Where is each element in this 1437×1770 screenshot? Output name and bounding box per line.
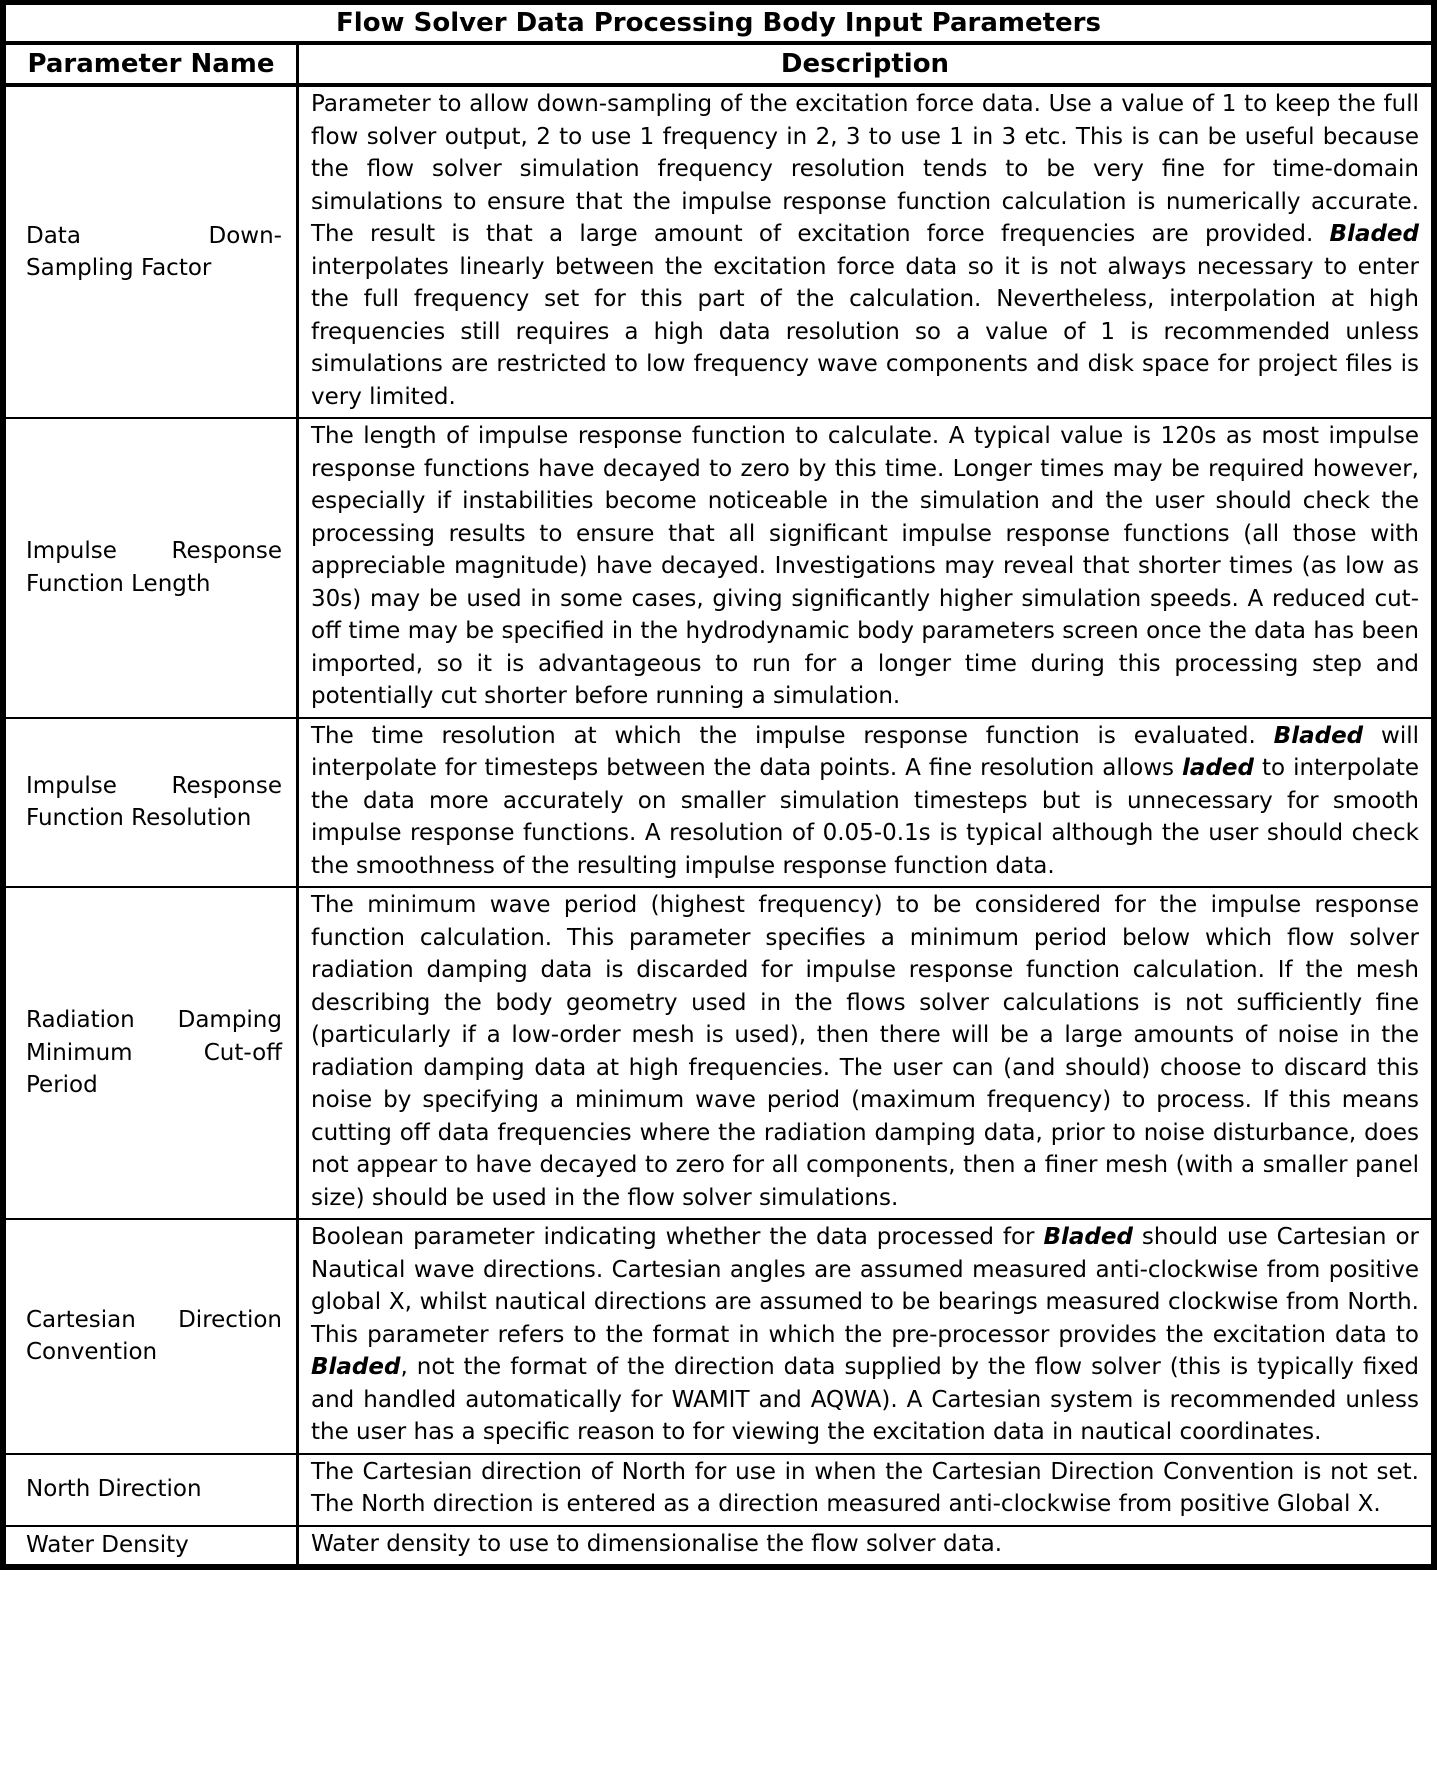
bladed-product-name: Bladed (1043, 1224, 1133, 1250)
table-row (6, 886, 1431, 1218)
bladed-product-name: laded (1182, 755, 1254, 781)
description-cell: Parameter to allow down-sampling of the excitation force data. Use a value of 1 to keep the full flow solver output, 2 to use 1 frequency in 2, 3 to use 1 in 3 etc. This is can be useful because the flow solver simulation frequency resolution tends to be very fine for time-domain simulations to ensure that the impulse response function calculation is numerically accurate. The result is that a large amount of excitation force frequencies are provided. Bladed interpolates linearly between the excitation force data so it is not always necessary to enter the full frequency set for this part of the calculation. Nevertheless, interpolation at high frequencies still requires a high data resolution so a value of 1 is recommended unless simulations are restricted to low frequency wave components and disk space for project files is very limited. (311, 91, 1419, 410)
parameter-name-line: Impulse Response (26, 772, 282, 799)
parameter-name-line: Radiation Damping (26, 1007, 282, 1034)
parameter-name-line: Function Length (26, 570, 211, 597)
parameter-name-cell (6, 888, 299, 1218)
bladed-product-name: Bladed (1329, 221, 1419, 247)
parameter-name-line: North Direction (26, 1476, 202, 1503)
parameter-name-cell (6, 1455, 299, 1525)
parameter-name-line: Function Resolution (26, 805, 252, 832)
description-cell: The length of impulse response function to calculate. A typical value is 120s as most impulse response functions have decayed to zero by this time. Longer times may be required however, especially if instabilities become noticeable in the simulation and the user should check the processing results to ensure that all significant impulse response functions (all those with appreciable magnitude) have decayed. Investigations may reveal that shorter times (as low as 30s) may be used in some cases, giving significantly higher simulation speeds. A reduced cut-off time may be specified in the hydrodynamic body parameters screen once the data has been imported, so it is advantageous to run for a longer time during this processing step and potentially cut shorter before running a simulation. (311, 423, 1419, 709)
parameter-name-line: Sampling Factor (26, 255, 212, 281)
parameter-name-cell (6, 1220, 299, 1453)
table-body (6, 87, 1431, 1564)
parameter-name-cell (6, 719, 299, 887)
parameter-name-line: Minimum Cut-off (26, 1039, 282, 1066)
parameter-name-cell (6, 87, 299, 417)
parameter-name-line: Impulse Response (26, 538, 282, 565)
description-cell: Water density to use to dimensionalise the flow solver data. (311, 1530, 1003, 1557)
table-row (6, 87, 1431, 417)
description-cell: Boolean parameter indicating whether the data processed for Bladed should use Cartesian or Nautical wave directions. Cartesian angles are assumed measured anti-clockwise from positive global X, whilst nautical directions are assumed to be bearings measured clockwise from North. This parameter refers to the format in which the pre-processor provides the excitation data to Bladed, not the format of the direction data supplied by the flow solver (this is typically fixed and handled automatically for WAMIT and AQWA). A Cartesian system is recommended unless the user has a specific reason to for viewing the excitation data in nautical coordinates. (311, 1224, 1419, 1445)
column-header-parameter-name: Parameter Name (6, 45, 299, 83)
table-row (6, 417, 1431, 717)
table-row (6, 717, 1431, 887)
description-cell: The minimum wave period (highest frequency) to be considered for the impulse response function calculation. This parameter specifies a minimum period below which flow solver radiation damping data is discarded for impulse response function calculation. If the mesh describing the body geometry used in the flows solver calculations is not sufficiently fine (particularly if a low-order mesh is used), then there will be a large amounts of noise in the radiation damping data at high frequencies. The user can (and should) choose to discard this noise by specifying a minimum wave period (maximum frequency) to process. If this means cutting off data frequencies where the radiation damping data, prior to noise disturbance, does not appear to have decayed to zero for all components, then a finer mesh (with a smaller panel size) should be used in the flow solver simulations. (311, 892, 1419, 1211)
parameter-name-cell (6, 1527, 299, 1565)
description-cell: The Cartesian direction of North for use in when the Cartesian Direction Convention is not set. The North direction is entered as a direction measured anti-clockwise from positive Global X. (311, 1458, 1419, 1517)
column-header-description: Description (780, 49, 950, 79)
bladed-product-name: Bladed (311, 1354, 401, 1380)
parameter-name-line: Water Density (26, 1532, 189, 1558)
table-row (6, 1218, 1431, 1453)
bladed-product-name: Bladed (1273, 722, 1364, 749)
table-title: Flow Solver Data Processing Body Input Parameters (6, 5, 1431, 45)
parameter-name-cell (6, 419, 299, 717)
parameter-name-line: Convention (26, 1339, 158, 1366)
parameter-name-line: Data Down- (26, 222, 282, 249)
parameter-name-line: Period (26, 1072, 98, 1099)
description-cell: The time resolution at which the impulse response function is evaluated. Bladed will interpolate for timesteps between the data points. A fine resolution allows laded to interpolate the data more accurately on smaller simulation timesteps but is unnecessary for smooth impulse response functions. A resolution of 0.05-0.1s is typical although the user should check the smoothness of the resulting impulse response function data. (311, 722, 1419, 879)
table-header-row (6, 45, 1431, 87)
table-row (6, 1525, 1431, 1565)
parameter-name-line: Cartesian Direction (26, 1306, 282, 1333)
table-row (6, 1453, 1431, 1525)
